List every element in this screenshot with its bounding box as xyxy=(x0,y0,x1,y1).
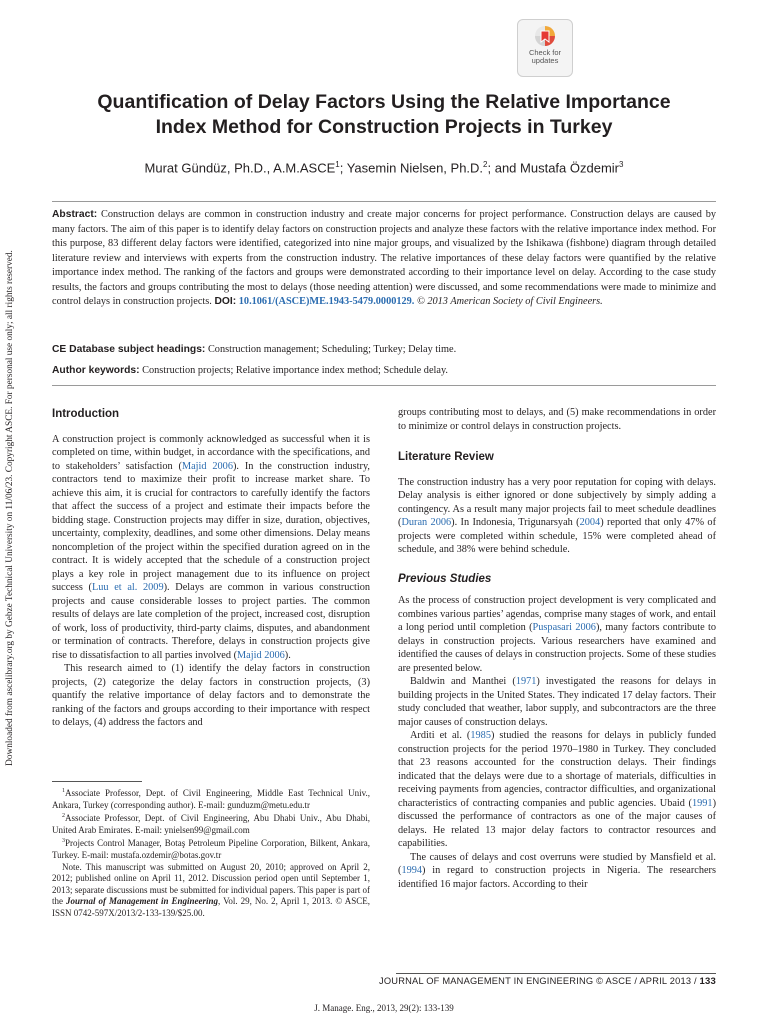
citation-link[interactable]: 1985 xyxy=(470,730,491,741)
citation-link[interactable]: 1991 xyxy=(691,797,713,809)
running-footer: JOURNAL OF MANAGEMENT IN ENGINEERING © ASCE / APRIL 2013 / 133 xyxy=(379,976,716,987)
copyright: © 2013 American Society of Civil Engineers. xyxy=(416,296,603,307)
footnote-2: $^2$Associate Professor, Dept. of Civil Engineering, Abu Dhabi Univ., Abu Dhabi, United Arab Emirates. E-mail: ynielsen99@gmail.com xyxy=(52,813,370,835)
ce-subject-headings: CE Database subject headings: Construction management; Scheduling; Turkey; Delay time. xyxy=(52,344,457,355)
literature-paragraph: The construction industry has a very poor reputation for coping with delays. Delay analysis is either ignored or done subjectively by simply adding a contingency. As a result many major projects fail to meet schedule deadlines (Duran 2006). In Indonesia, Trigunarsyah (2004) reported that only 47% of projects were completed within schedule, 15% were completed ahead of schedule, and 38% were behind schedule. xyxy=(398,476,716,555)
doi-label: DOI: xyxy=(214,296,237,307)
abstract-label: Abstract: xyxy=(52,209,98,220)
author-keywords: Author keywords: Construction projects; Relative importance index method; Schedule delay. xyxy=(52,365,448,376)
manuscript-note: Note. This manuscript was submitted on August 20, 2010; approved on April 2, 2012; published online on April 11, 2012. Discussion period open until September 1, 2013; separate discussions must be submitted for individual papers. This paper is part of the Journal of Management in Engineering, Vol. 29, No. 2, April 1, 2013. © ASCE, ISSN 0742-597X/2013/2-133-139/$25.00. xyxy=(52,861,370,918)
author-list: Murat Gündüz, Ph.D., A.M.ASCE$^1$; Yasemin Nielsen, Ph.D.$^2$; and Mustafa Özdemir$^3$ xyxy=(144,160,624,176)
previous-studies-paragraph-4: The causes of delays and cost overruns were studied by Mansfield et al. (1994) in regard to construction projects in Nigeria. The researchers identified 16 major factors. According to their xyxy=(398,851,716,890)
bookmark-icon xyxy=(534,25,556,47)
section-heading-literature-review: Literature Review xyxy=(398,451,494,463)
citation-link[interactable]: Majid 2006 xyxy=(181,460,233,472)
divider-top xyxy=(52,201,716,202)
citation-link[interactable]: 2004 xyxy=(579,517,601,528)
left-column xyxy=(52,408,370,730)
intro-paragraph-1: A construction project is commonly acknowledged as successful when it is completed on time, within budget, in accordance with the specifications, and to stakeholders’ satisfaction (Majid 2006). In the construction industry, contractors tend to maximize their profit to increase market share. To achieve this aim, it is crucial for contractors to carefully identify the factors that affect the success of a project and estimate their impacts before the bidding stage. Construction projects may differ in size, duration, objectives, uncertainty, complexity, deadlines, and some other dimensions. Delay means noncompletion of the project within the specified duration agreed on in the contract. It is widely accepted that the schedule of a construction project plays a key role in project management due to its influence on project success (Luu et al. 2009). Delays are common in various construction projects and cause considerable losses to project parties. The common results of delays are late completion of the project, increased cost, disruption of work, loss of productivity, third-party claims, disputes, and abandonment or termination of contracts. Therefore, delays in construction projects give rise to dissatisfaction to all parties involved (Majid 2006). xyxy=(52,433,371,661)
divider-keywords xyxy=(52,385,716,386)
right-column xyxy=(398,406,716,891)
check-for-updates-badge[interactable] xyxy=(517,19,573,77)
citation-link[interactable]: Luu et al. 2009 xyxy=(91,582,164,593)
footnote-divider xyxy=(52,781,142,782)
citation-link[interactable]: 1971 xyxy=(515,676,537,687)
intro-paragraph-2: This research aimed to (1) identify the delay factors in construction projects, (2) categorize the delay factors in construction projects, (3) quantify the relative importance of delay factors and to demonstrate the ranking of the factors and groups according to their importance with respect to delays, (4) address the factors and xyxy=(52,663,370,728)
citation-link[interactable]: Majid 2006 xyxy=(237,649,285,661)
footnote-1: $^1$Associate Professor, Dept. of Civil Engineering, Middle East Technical Univ., Ankara, Turkey (corresponding author). E-mail: gunduzm@metu.edu.tr xyxy=(52,788,370,810)
footnotes xyxy=(52,786,370,920)
abstract-text: Construction delays are common in construction industry and create major concerns for project performance. Construction delays are caused by many factors. The aim of this paper is to identify delay factors on construction projects and analyze these factors with the relative importance index method. For this purpose, 83 different delay factors were identified, categorized into nine major groups, and visualized by the Ishikawa (fishbone) diagram through detailed literature review and interviews with experts from the construction industry. The relative importances of these delay factors were quantified by the relative importance index method. The ranking of the factors and groups were demonstrated according to their importance level on delay. According to the case study results, the factors and groups contributing the most to delays (those needing attention) were discussed, and some recommendations were made to minimize and control delays in construction projects. xyxy=(52,209,716,307)
download-notice: Downloaded from ascelibrary.org by Gebze Technical University on 11/06/23. Copyright ASCE. For personal use only; all rights reserved. xyxy=(5,250,15,766)
paper-title: Quantification of Delay Factors Using the Relative Importance Index Method for Construction Projects in Turkey xyxy=(97,91,671,138)
abstract xyxy=(52,208,716,310)
doi-link[interactable]: 10.1061/(ASCE)ME.1943-5479.0000129. xyxy=(238,296,415,307)
citation-link[interactable]: 1994 xyxy=(401,865,423,876)
subsection-heading-previous-studies: Previous Studies xyxy=(398,572,492,585)
section-heading-introduction: Introduction xyxy=(52,408,120,420)
footer-divider xyxy=(396,973,716,974)
citation-link[interactable]: Puspasari 2006 xyxy=(532,622,596,633)
page-number: 133 xyxy=(699,976,716,987)
previous-studies-paragraph-2: Baldwin and Manthei (1971) investigated the reasons for delays in building projects in the United States. They indicated 17 delay factors. Their study concluded that weather, labor supply, and subcontractors are the three major causes of construction delays. xyxy=(398,676,716,728)
previous-studies-paragraph-1: As the process of construction project development is very complicated and combines various parties’ agendas, comprise many stages of work, and entail a long period until completion (Puspasari 2006), many factors contribute to delays in construction projects. Various researchers have examined and identified the causes of delays in construction projects. Some of these studies are presented below. xyxy=(398,595,717,674)
badge-label: Check for updates xyxy=(528,48,562,65)
footnote-3: $^3$Projects Control Manager, Botaş Petroleum Pipeline Corporation, Bilkent, Ankara, Turkey. E-mail: mustafa.ozdemir@botas.gov.tr xyxy=(52,838,370,860)
previous-studies-paragraph-3: Arditi et al. (1985) studied the reasons for delays in publicly funded construction projects for the period 1970–1980 in Turkey. They concluded that 23 reasons accounted for the construction delays. Their findings indicated that the delays were due to a shortage of materials, difficulties in receiving payments from agencies, contractor difficulties, and organizational characteristics of contracting companies and public agencies. Ubaid (1991) discussed the performance of contractors as one of the major causes of delays. He related 13 major delay factors to contractor resources and capabilities. xyxy=(398,730,717,849)
citation-line: J. Manage. Eng., 2013, 29(2): 133-139 xyxy=(314,1003,454,1013)
intro-continuation: groups contributing most to delays, and (5) make recommendations in order to minimize or control delays in construction projects. xyxy=(398,407,716,432)
citation-link[interactable]: Duran 2006 xyxy=(401,517,452,528)
